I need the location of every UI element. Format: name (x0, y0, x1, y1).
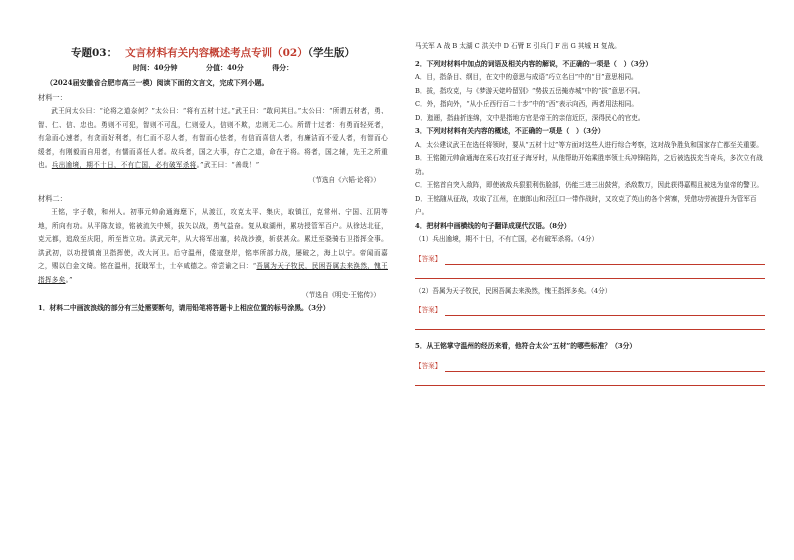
material2-end: 。” (65, 275, 73, 284)
answer-line[interactable] (445, 361, 765, 372)
question-2-option-d: D．迤逦，指曲折连绵，文中是指地方官是帝王的亲信近臣，深得民心的官吏。 (415, 113, 645, 122)
answer-label: 【答案】 (415, 306, 442, 314)
material2-label: 材料二： (38, 193, 67, 203)
question-3-option-d: D．王铭随从征战，攻取了江州，在康郎山和泾江口一带作战时，又攻克了英山的各个营寨，凭借功劳被提升为管军百户。 (415, 194, 757, 216)
material1-underlined: 兵出逾境，期不十日，不有亡国，必有破军杀将 (51, 161, 197, 170)
material1-body: 武王问太公曰：“论将之道奈何？”太公曰：“将有五材十过。”武王曰：“敢问其目。”太公曰：“所谓五材者，勇、智、仁、信、忠也。勇则不可犯，智则不可乱，仁则爱人，信则不欺，忠则无二心。所谓十过者：有勇而轻死者，有急而心速者，有贪而好利者，有仁而不忍人者，有智而心怯者，有信而喜信人者，有廉洁而不爱人者，有智而心缓者，有刚毅而自用者，有懦而喜任人者。故兵者，国之大事，存亡之道，命在于将。将者，国之辅，先王之所重也。 (38, 107, 388, 170)
material1-label: 材料一： (38, 93, 67, 102)
title-prefix: 专题03： (71, 47, 118, 59)
material2-text (38, 206, 388, 288)
answer-label: 【答案】 (415, 361, 442, 370)
question-4-part-1: （1）兵出逾境，期不十日，不有亡国，必有破军杀将。（4分） (415, 235, 599, 243)
question-5: 5．从王铭掌守温州的经历来看，他符合太公“五材”的哪些标准？（3分） (415, 342, 637, 350)
page-title (38, 46, 388, 60)
intro-text: （2024届安徽省合肥市高三一模）阅读下面的文言文，完成下列小题。 (46, 78, 269, 87)
material2-underlined: 吾属为天子牧民，民困吾属去来涣然，愧王指挥多矣 (38, 262, 388, 284)
time-info: 时间：40分钟 (132, 63, 178, 72)
material1-end: 。”武王曰：“善哉！” (196, 161, 260, 170)
question-4: 4．把材料中画横线的句子翻译成现代汉语。（8分） (415, 221, 571, 230)
question-3-option-b: B．王铭随元帅俞通海在采石攻打亚子海牙时，从他帮助开始乘胜率领士兵冲锋陷阵，之后被选拔充当奇兵，多次立有战功。 (415, 154, 763, 176)
left-column (38, 40, 388, 315)
question-1-options: 马关军 A 战 B 太湖 C 洪关中 D 石臂 E 引兵门 F 出 G 其城 H 复战。 (415, 42, 621, 50)
answer-line-extra[interactable] (415, 372, 765, 386)
answer-line[interactable] (445, 254, 765, 265)
answer-line-extra[interactable] (415, 265, 765, 279)
question-3-option-c: C．王铭首自突入敌阵，即使被敌兵狠狠利伤脸部，仍能三进三出鼓营，杀敌数万，因此获得嘉赐且被选为皇帝的警卫。 (415, 181, 763, 189)
answer-line-extra[interactable] (415, 316, 765, 330)
answer-row-3[interactable] (415, 358, 765, 372)
material1-source: （节选自《六韬·论将》） (308, 175, 380, 184)
title-main: 文言材料有关内容概述考点专训（02） (125, 47, 308, 59)
material2-body: 王铭，字子敬，和州人。初事元帅俞通海麾下，从渡江，攻克太平、集庆，取镇江，克常州、宁国、江阴等地，所向有功。从平陈友谅，铭被流矢中颊，拔矢以战，勇气益奋。复从取湖州，累功授管军百户。从徐达北征，克元都，追敌至庆阳，所至皆立功。洪武元年，从大将军出塞，转战沙漠，斩获甚众。累迁至骁骑右卫指挥佥事。洪武初，以功授镇南卫指挥使，改大河卫。后守温州，倭寇登岸，铭率所部力战，屡破之，海上以宁。帝闻而嘉之，赐以白金文绮。铭在温州，抚戢军士，士卒咸德之。帝尝谕之曰：“ (38, 207, 388, 271)
title-suffix: （学生版） (307, 47, 355, 59)
question-2-option-b: B．拔，指攻克，与《梦游天姥吟留别》“势拔五岳掩赤城”中的“拔”意思不同。 (415, 86, 645, 95)
answer-row-1[interactable] (415, 251, 765, 265)
question-2-option-a: A．目，指条目、纲目，在文中的意思与成语“巧立名目”中的“目”意思相同。 (415, 73, 638, 81)
question-3: 3．下列对材料有关内容的概述，不正确的一项是（ ）（3分） (415, 127, 605, 135)
score-field: 得分： (272, 63, 294, 72)
question-4-part-2: （2）吾属为天子牧民，民困吾属去来涣然，愧王指挥多矣。（4分） (415, 286, 612, 295)
answer-label: 【答案】 (415, 254, 442, 263)
question-2-option-c: C．外，指向外，“从小丘西行百二十步”中的“西”表示向西，两者用法相同。 (415, 100, 638, 108)
score-info: 分值：40分 (206, 63, 244, 72)
question-3-option-a: A．太公建议武王在选任将领时，要从“五材十过”等方面对这些人进行综合考察，这对战争胜负和国家存亡都至关重要。 (415, 140, 763, 149)
question-1: 1．材料二中画波浪线的部分有三处需要断句，请用铅笔将答题卡上相应位置的标号涂黑。（3分） (38, 303, 330, 312)
material1-text (38, 105, 388, 173)
material2-source: （节选自《明史·王铭传》） (302, 290, 380, 299)
meta-row (38, 62, 388, 74)
answer-line[interactable] (445, 305, 765, 316)
right-column (415, 40, 765, 386)
answer-row-2[interactable] (415, 302, 765, 316)
question-2: 2．下列对材料中加点的词语及相关内容的解说，不正确的一项是（ ）（3分） (415, 59, 653, 68)
